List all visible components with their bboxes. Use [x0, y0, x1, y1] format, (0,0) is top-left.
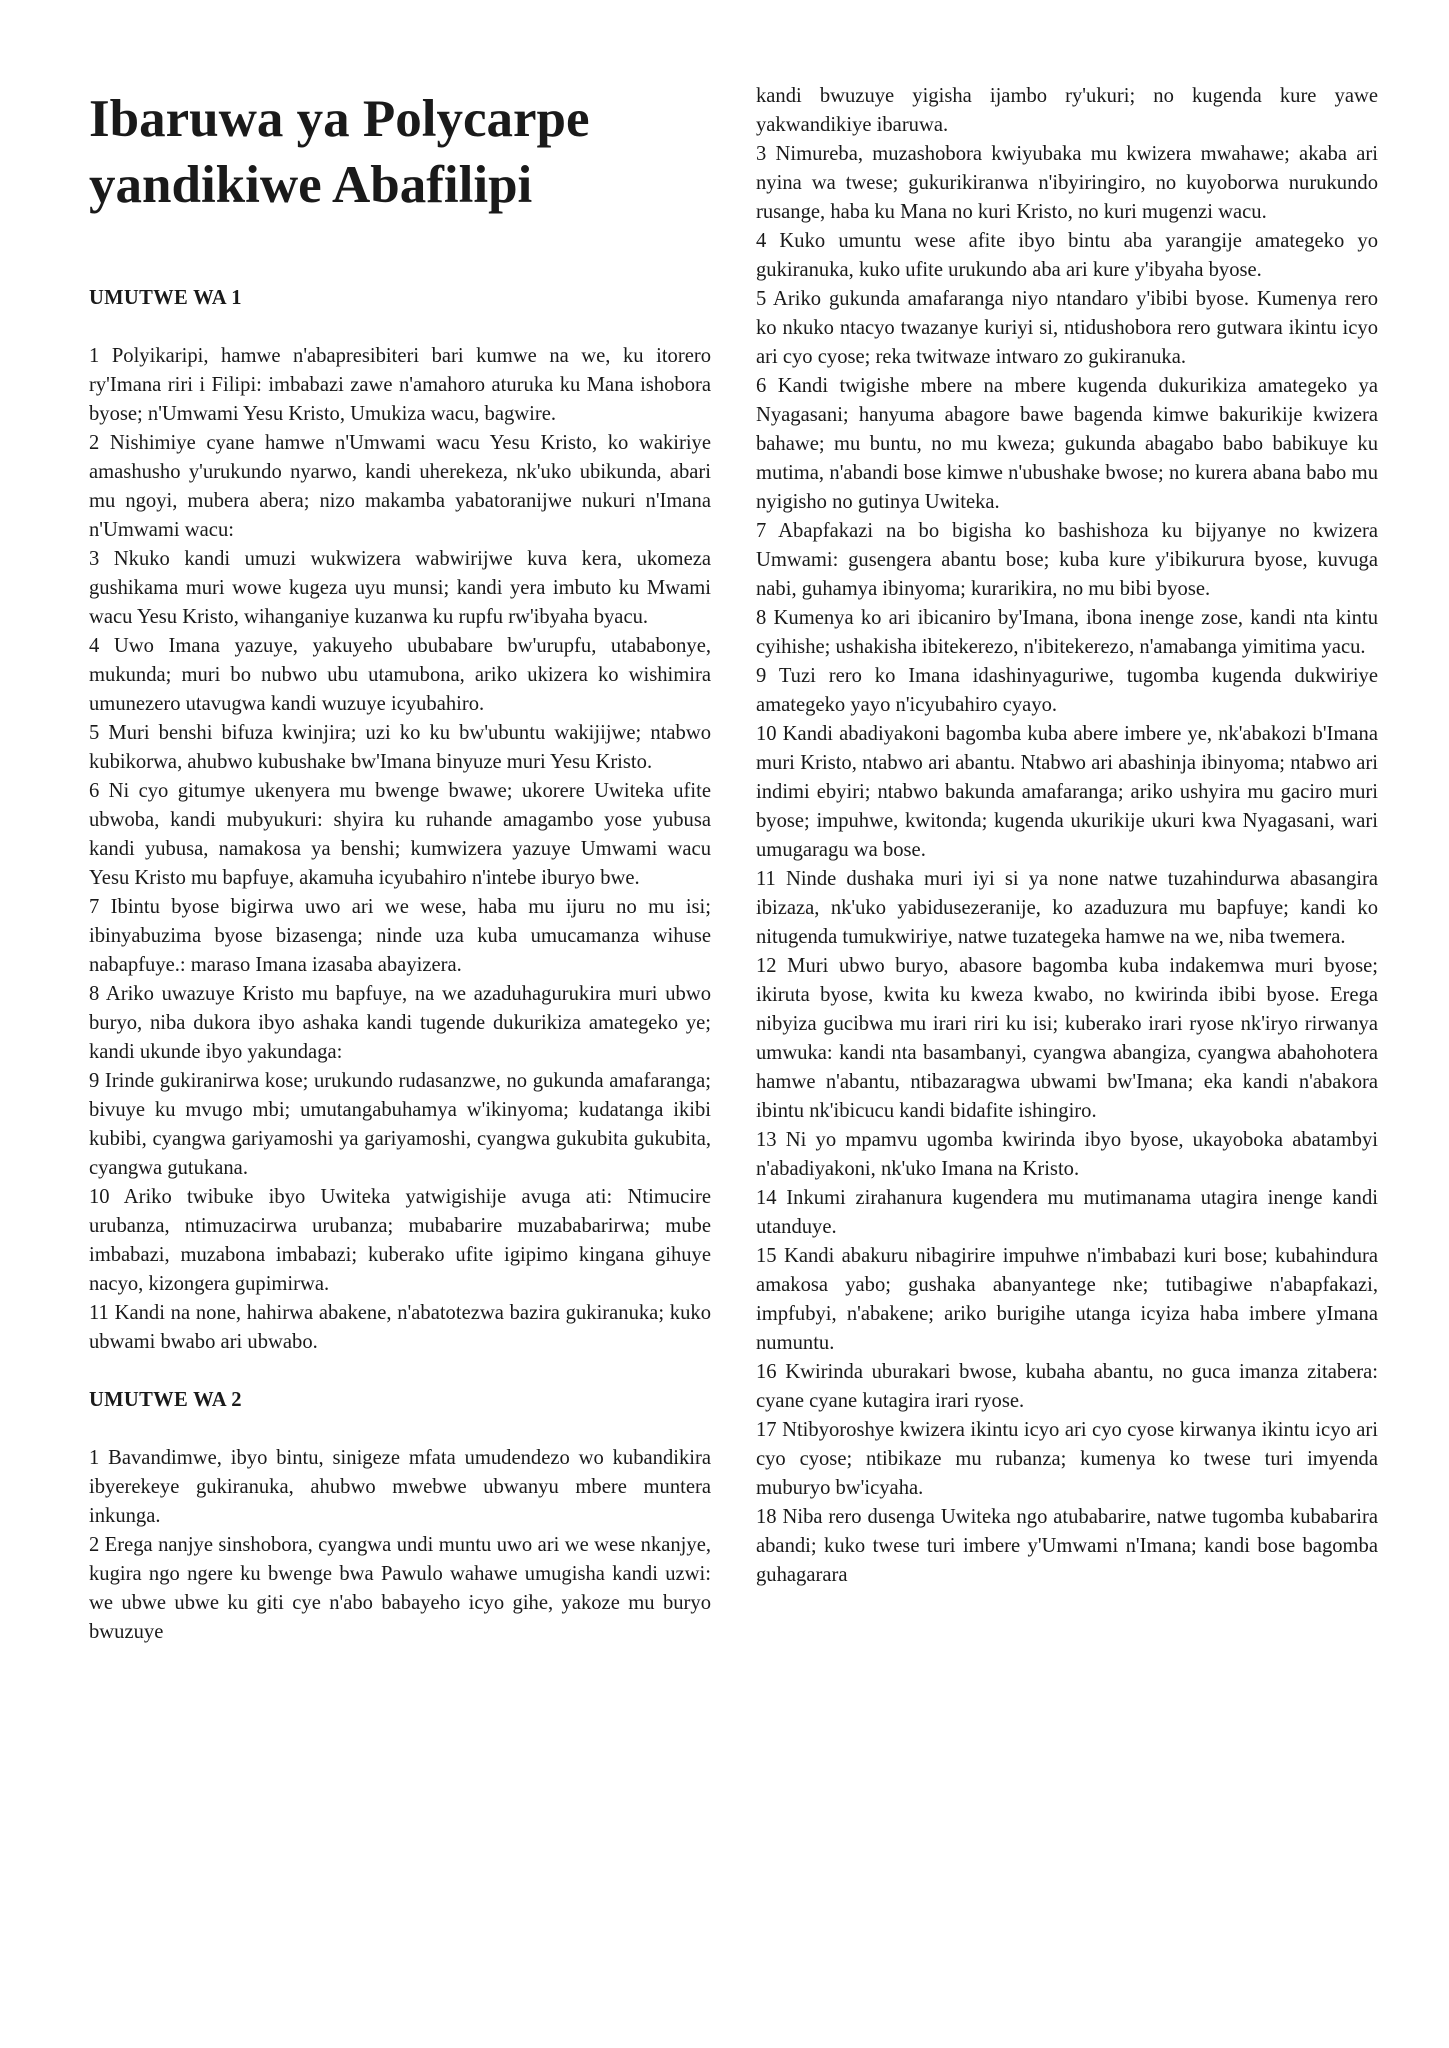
chapter-1-body — [89, 342, 711, 1357]
verse-1-1: 1 Polyikaripi, hamwe n'abapresibiteri bari kumwe na we, ku itorero ry'Imana riri i Filipi: imbabazi zawe n'amahoro aturuka ku Mana ishobora byose; n'Umwami Yesu Kristo, Umukiza wacu, bagwire. — [89, 345, 711, 425]
verse-1-8: 8 Ariko uwazuye Kristo mu bapfuye, na we azaduhagurukira muri ubwo buryo, niba dukora ibyo ashaka kandi tugende dukurikiza amategeko ye; kandi ukunde ibyo yakundaga: — [89, 983, 711, 1063]
verse-2-1: 1 Bavandimwe, ibyo bintu, sinigeze mfata umudendezo wo kubandikira ibyerekeye gukiranuka, ahubwo mwebwe ubwanyu mbere muntera inkunga. — [89, 1447, 711, 1527]
verse-2-5: 5 Ariko gukunda amafaranga niyo ntandaro y'ibibi byose. Kumenya rero ko nkuko ntacyo twazanye kuriyi si, ntidushobora rero gutwara ikintu icyo ari cyo cyose; reka twitwaze intwaro zo gukiranuka. — [756, 288, 1378, 368]
verse-2-4: 4 Kuko umuntu wese afite ibyo bintu aba yarangije amategeko yo gukiranuka, kuko ufite urukundo aba ari kure y'ibyaha byose. — [756, 230, 1378, 281]
verse-1-9: 9 Irinde gukiranirwa kose; urukundo rudasanzwe, no gukunda amafaranga; bivuye ku mvugo mbi; umutangabuhamya w'ikinyoma; kudatanga ikibi kubibi, cyangwa gariyamoshi ya gariyamoshi, cyangwa gukubita gukubita, cyangwa gutukana. — [89, 1070, 711, 1179]
verse-2-7: 7 Abapfakazi na bo bigisha ko bashishoza ku bijyanye no kwizera Umwami: gusengera abantu bose; kuba kure y'ibikurura byose, kuvuga nabi, guhamya ibinyoma; kurarikira, no mu bibi byose. — [756, 520, 1378, 600]
verse-2-10: 10 Kandi abadiyakoni bagomba kuba abere imbere ye, nk'abakozi b'Imana muri Kristo, ntabwo ari abantu. Ntabwo ari abashinja ibinyoma; ntabwo ari indimi ebyiri; ntabwo bakunda amafaranga; ariko ushyira mu gaciro muri byose; impuhwe, kwitonda; kugenda ukurikije ukuri kwa Nyagasani, wari umugaragu wa bose. — [756, 723, 1378, 861]
verse-2-8: 8 Kumenya ko ari ibicaniro by'Imana, ibona inenge zose, kandi nta kintu cyihishe; ushakisha ibitekerezo, n'ibitekerezo, n'amabanga yimitima yacu. — [756, 607, 1378, 658]
verse-2-18: 18 Niba rero dusenga Uwiteka ngo atubabarire, natwe tugomba kubabarira abandi; kuko twese turi imbere y'Umwami n'Imana; kandi bose bagomba guhagarara — [756, 1506, 1378, 1586]
chapter-2-body-start — [89, 1444, 711, 1647]
verse-2-15: 15 Kandi abakuru nibagirire impuhwe n'imbabazi kuri bose; kubahindura amakosa yabo; gushaka abanyantege nke; tutibagiwe n'abapfakazi, impfubyi, n'abakene; ariko burigihe utanga icyiza haba imbere yImana numuntu. — [756, 1245, 1378, 1354]
verse-1-4: 4 Uwo Imana yazuye, yakuyeho ububabare bw'urupfu, utababonye, mukunda; muri bo nubwo ubu utamubona, ariko ukizera ko wishimira umunezero utavugwa kandi wuzuye icyubahiro. — [89, 635, 711, 715]
verse-1-7: 7 Ibintu byose bigirwa uwo ari we wese, haba mu ijuru no mu isi; ibinyabuzima byose bizasenga; ninde uza kuba umucamanza wihuse nabapfuye.: maraso Imana izasaba abayizera. — [89, 896, 711, 976]
verse-2-9: 9 Tuzi rero ko Imana idashinyaguriwe, tugomba kugenda dukwiriye amategeko yayo n'icyubahiro cyayo. — [756, 665, 1378, 716]
chapter-1-heading: UMUTWE WA 1 — [89, 287, 242, 309]
left-column — [89, 0, 711, 1647]
verse-2-2-continued: kandi bwuzuye yigisha ijambo ry'ukuri; no kugenda kure yawe yakwandikiye ibaruwa. — [756, 85, 1378, 136]
verse-1-11: 11 Kandi na none, hahirwa abakene, n'abatotezwa bazira gukiranuka; kuko ubwami bwabo ari ubwabo. — [89, 1302, 711, 1353]
chapter-2-heading: UMUTWE WA 2 — [89, 1389, 242, 1411]
right-column — [756, 0, 1378, 1590]
verse-1-6: 6 Ni cyo gitumye ukenyera mu bwenge bwawe; ukorere Uwiteka ufite ubwoba, kandi mubyukuri: shyira ku ruhande amagambo yose yubusa kandi yubusa, namakosa ya benshi; kumwizera yazuye Umwami wacu Yesu Kristo mu bapfuye, akamuha icyubahiro n'intebe iburyo bwe. — [89, 780, 711, 889]
verse-2-17: 17 Ntibyoroshye kwizera ikintu icyo ari cyo cyose kirwanya ikintu icyo ari cyo cyose; ntibikaze mu rubanza; kumenya ko twese turi imyenda muburyo bw'icyaha. — [756, 1419, 1378, 1499]
verse-2-2: 2 Erega nanjye sinshobora, cyangwa undi muntu uwo ari we wese nkanjye, kugira ngo ngere ku bwenge bwa Pawulo wahawe umugisha kandi uzwi: we ubwe ubwe ku giti cye n'abo babayeho icyo gihe, yakoze mu buryo bwuzuye — [89, 1534, 711, 1643]
verse-2-13: 13 Ni yo mpamvu ugomba kwirinda ibyo byose, ukayoboka abatambyi n'abadiyakoni, nk'uko Imana na Kristo. — [756, 1129, 1378, 1180]
verse-2-12: 12 Muri ubwo buryo, abasore bagomba kuba indakemwa muri byose; ikiruta byose, kwita ku kweza kwabo, no kwirinda ibibi byose. Erega nibyiza gucibwa mu irari riri ku isi; kuberako irari ryose nk'iryo rirwanya umwuka: kandi nta basambanyi, cyangwa abangiza, cyangwa abahohotera hamwe n'abantu, ntibazaragwa ubwami bw'Imana; eka kandi n'abakora ibintu nk'ibicucu kandi bidafite ishingiro. — [756, 955, 1378, 1122]
verse-2-11: 11 Ninde dushaka muri iyi si ya none natwe tuzahindurwa abasangira ibizaza, nk'uko yabidusezeranije, ko azaduzura mu bapfuye; kandi ko nitugenda tumukwiriye, natwe tuzategeka hamwe na we, niba twemera. — [756, 868, 1378, 948]
verse-2-16: 16 Kwirinda uburakari bwose, kubaha abantu, no guca imanza zitabera: cyane cyane kutagira irari ryose. — [756, 1361, 1378, 1412]
verse-1-10: 10 Ariko twibuke ibyo Uwiteka yatwigishije avuga ati: Ntimucire urubanza, ntimuzacirwa urubanza; mubabarire muzababarirwa; mube imbabazi, muzabona imbabazi; kuberako ufite igipimo kingana gihuye nacyo, kizongera gupimirwa. — [89, 1186, 711, 1295]
verse-1-2: 2 Nishimiye cyane hamwe n'Umwami wacu Yesu Kristo, ko wakiriye amashusho y'urukundo nyarwo, kandi uherekeza, nk'uko ubikunda, abari mu ngoyi, mubera abera; nizo makamba yabatoranijwe nukuri n'Imana n'Umwami wacu: — [89, 432, 711, 541]
verse-2-14: 14 Inkumi zirahanura kugendera mu mutimanama utagira inenge kandi utanduye. — [756, 1187, 1378, 1238]
document-title: Ibaruwa ya Polycarpe yandikiwe Abafilipi — [89, 90, 590, 214]
verse-1-3: 3 Nkuko kandi umuzi wukwizera wabwirijwe kuva kera, ukomeza gushikama muri wowe kugeza uyu munsi; kandi yera imbuto ku Mwami wacu Yesu Kristo, wihanganiye kuzanwa ku rupfu rw'ibyaha byacu. — [89, 548, 711, 628]
verse-2-3: 3 Nimureba, muzashobora kwiyubaka mu kwizera mwahawe; akaba ari nyina wa twese; gukurikiranwa n'ibyiringiro, no kuyoborwa nurukundo rusange, haba ku Mana no kuri Kristo, no kuri mugenzi wacu. — [756, 143, 1378, 223]
verse-1-5: 5 Muri benshi bifuza kwinjira; uzi ko ku bw'ubuntu wakijijwe; ntabwo kubikorwa, ahubwo kubushake bw'Imana binyuze muri Yesu Kristo. — [89, 722, 711, 773]
verse-2-6: 6 Kandi twigishe mbere na mbere kugenda dukurikiza amategeko ya Nyagasani; hanyuma abagore bawe bagenda kimwe bakurikije kwizera bahawe; mu buntu, no mu kweza; gukunda abagabo babo babikuye ku mutima, n'abandi bose kimwe n'ubushake bwose; no kurera abana babo mu nyigisho no gutinya Uwiteka. — [756, 375, 1378, 513]
